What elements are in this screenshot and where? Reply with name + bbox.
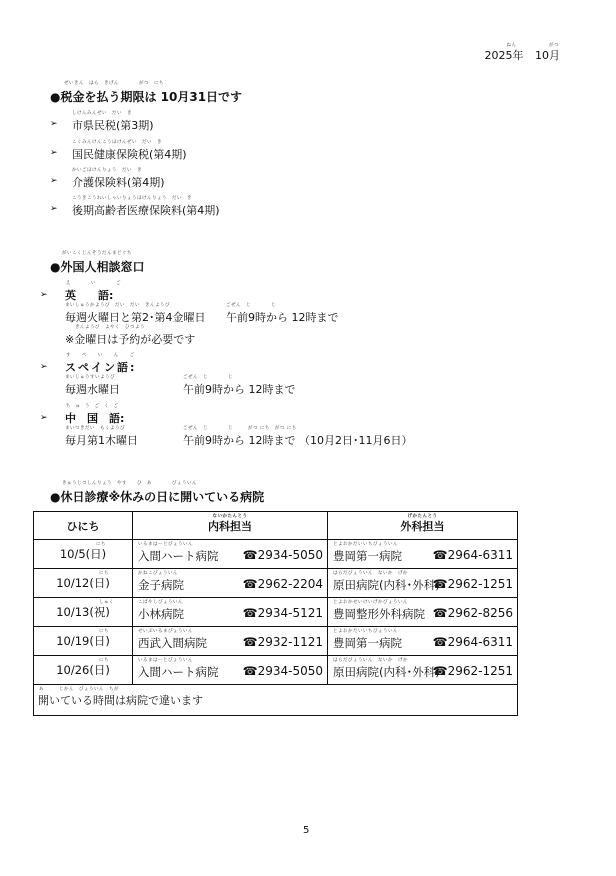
- page-number: 5: [303, 825, 310, 836]
- table-row: [34, 598, 518, 627]
- year: 2025年: [484, 49, 524, 62]
- phone-icon-number: ☎2934-5121: [242, 606, 323, 620]
- language-chinese: ➢ ちゅうごくご 中 国 語: まいつきだい もくようび 毎月第1木曜日 ごぜん じ じ がつ にち がつ にち 午前9時から 12時まで （10月2日･11月6日）: [40, 404, 413, 447]
- row-date: にち 10/5(日): [34, 540, 133, 569]
- table-row: [34, 540, 518, 569]
- language-english: ➢ え い ご 英 語: まいしゅうかようび だい だい きんようび 毎週火曜日と第2･第4金曜日 ごぜん じ じ 午前9時から 12時まで きんようび よやく ひつよう ※金曜日は予約が必要です: [40, 281, 339, 346]
- footnote-cell: あ じかん びょういん ちが 開いている時間は病院で違います: [34, 685, 518, 716]
- internal-cell: かねこびょういん 金子病院 ☎2962-2204: [133, 569, 328, 598]
- holiday-title: ●休日診療※休みの日に開いている病院: [50, 490, 265, 504]
- table-row: [34, 627, 518, 656]
- language-days: 毎月第1木曜日: [65, 434, 138, 447]
- phone-icon-number: ☎2962-1251: [432, 664, 513, 678]
- language-spanish: ➢ す ぺ い ん ご スペイン語: まいしゅうすいようび 毎週水曜日 ごぜん じ じ 午前9時から 12時まで: [40, 353, 296, 396]
- table-footnote-row: [34, 685, 518, 716]
- footnote-text: 開いている時間は病院で違います: [38, 694, 203, 707]
- internal-cell: いるまはーとびょういん 入間ハート病院 ☎2934-5050: [133, 540, 328, 569]
- arrow-bullet-icon: ➢: [40, 413, 48, 423]
- phone-icon-number: ☎2962-2204: [242, 577, 323, 591]
- row-date: にち 10/26(日): [34, 656, 133, 685]
- arrow-bullet-icon: ➢: [40, 290, 48, 300]
- surgery-cell: とよおかだいいちびょういん 豊岡第一病院 ☎2964-6311: [328, 540, 518, 569]
- internal-cell: せいぶいるまびょういん 西武入間病院 ☎2932-1121: [133, 627, 328, 656]
- month-ruby: がつ: [549, 43, 559, 48]
- language-name: スペイン語:: [65, 361, 137, 374]
- language-name: 中 国 語:: [65, 412, 125, 425]
- tax-title: ●税金を払う期限は 10月31日です: [50, 90, 243, 104]
- surgery-cell: はらだびょういん ないか げか 原田病院(内科･外科) ☎2962-1251: [328, 569, 518, 598]
- surgery-cell: とよおかだいいちびょういん 豊岡第一病院 ☎2964-6311: [328, 627, 518, 656]
- arrow-bullet-icon: ➢: [50, 176, 58, 186]
- header-date: ひにち: [34, 512, 133, 540]
- language-hours: 午前9時から 12時まで: [226, 311, 339, 324]
- year-ruby: ねん: [506, 43, 517, 48]
- internal-cell: こばやしびょういん 小林病院 ☎2934-5121: [133, 598, 328, 627]
- holiday-hospital-table: [33, 511, 518, 716]
- internal-cell: いるまはーとびょういん 入間ハート病院 ☎2934-5050: [133, 656, 328, 685]
- phone-icon-number: ☎2934-5050: [242, 548, 323, 562]
- header-surgery: げかたんとう 外科担当: [328, 512, 518, 540]
- language-days: 毎週火曜日と第2･第4金曜日: [65, 311, 206, 324]
- arrow-bullet-icon: ➢: [50, 119, 58, 129]
- row-date: にち 10/19(日): [34, 627, 133, 656]
- phone-icon-number: ☎2964-6311: [432, 635, 513, 649]
- phone-icon-number: ☎2962-1251: [432, 577, 513, 591]
- language-note: ※金曜日は予約が必要です: [65, 333, 196, 346]
- consult-title-ruby: がいこくじんそうだんまどぐち: [62, 251, 132, 256]
- month: 10月: [535, 49, 560, 62]
- phone-icon-number: ☎2962-8256: [432, 606, 513, 620]
- surgery-cell: はらだびょういん ないか げか 原田病院(内科･外科) ☎2962-1251: [328, 656, 518, 685]
- header-internal: ないかたんとう 内科担当: [133, 512, 328, 540]
- phone-icon-number: ☎2932-1121: [242, 635, 323, 649]
- tax-title-ruby: ぜいきん はら きげん がつ にち: [64, 81, 164, 86]
- arrow-bullet-icon: ➢: [50, 148, 58, 158]
- language-hours: 午前9時から 12時まで （10月2日･11月6日）: [183, 434, 413, 447]
- document-date: [484, 43, 561, 63]
- table-header-row: [34, 512, 518, 540]
- consult-title: ●外国人相談窓口: [50, 260, 145, 274]
- phone-icon-number: ☎2934-5050: [242, 664, 323, 678]
- language-name: 英 語:: [65, 289, 114, 302]
- phone-icon-number: ☎2964-6311: [432, 548, 513, 562]
- arrow-bullet-icon: ➢: [40, 362, 48, 372]
- arrow-bullet-icon: ➢: [50, 204, 58, 214]
- table-row: [34, 569, 518, 598]
- table-row: [34, 656, 518, 685]
- surgery-cell: とよおかせいけいげかびょういん 豊岡整形外科病院 ☎2962-8256: [328, 598, 518, 627]
- language-days: 毎週水曜日: [65, 383, 120, 396]
- row-date: しゅく 10/13(祝): [34, 598, 133, 627]
- holiday-title-ruby: きゅうじつしんりょう やす ひ あ びょういん: [62, 481, 197, 486]
- language-hours: 午前9時から 12時まで: [183, 383, 296, 396]
- row-date: にち 10/12(日): [34, 569, 133, 598]
